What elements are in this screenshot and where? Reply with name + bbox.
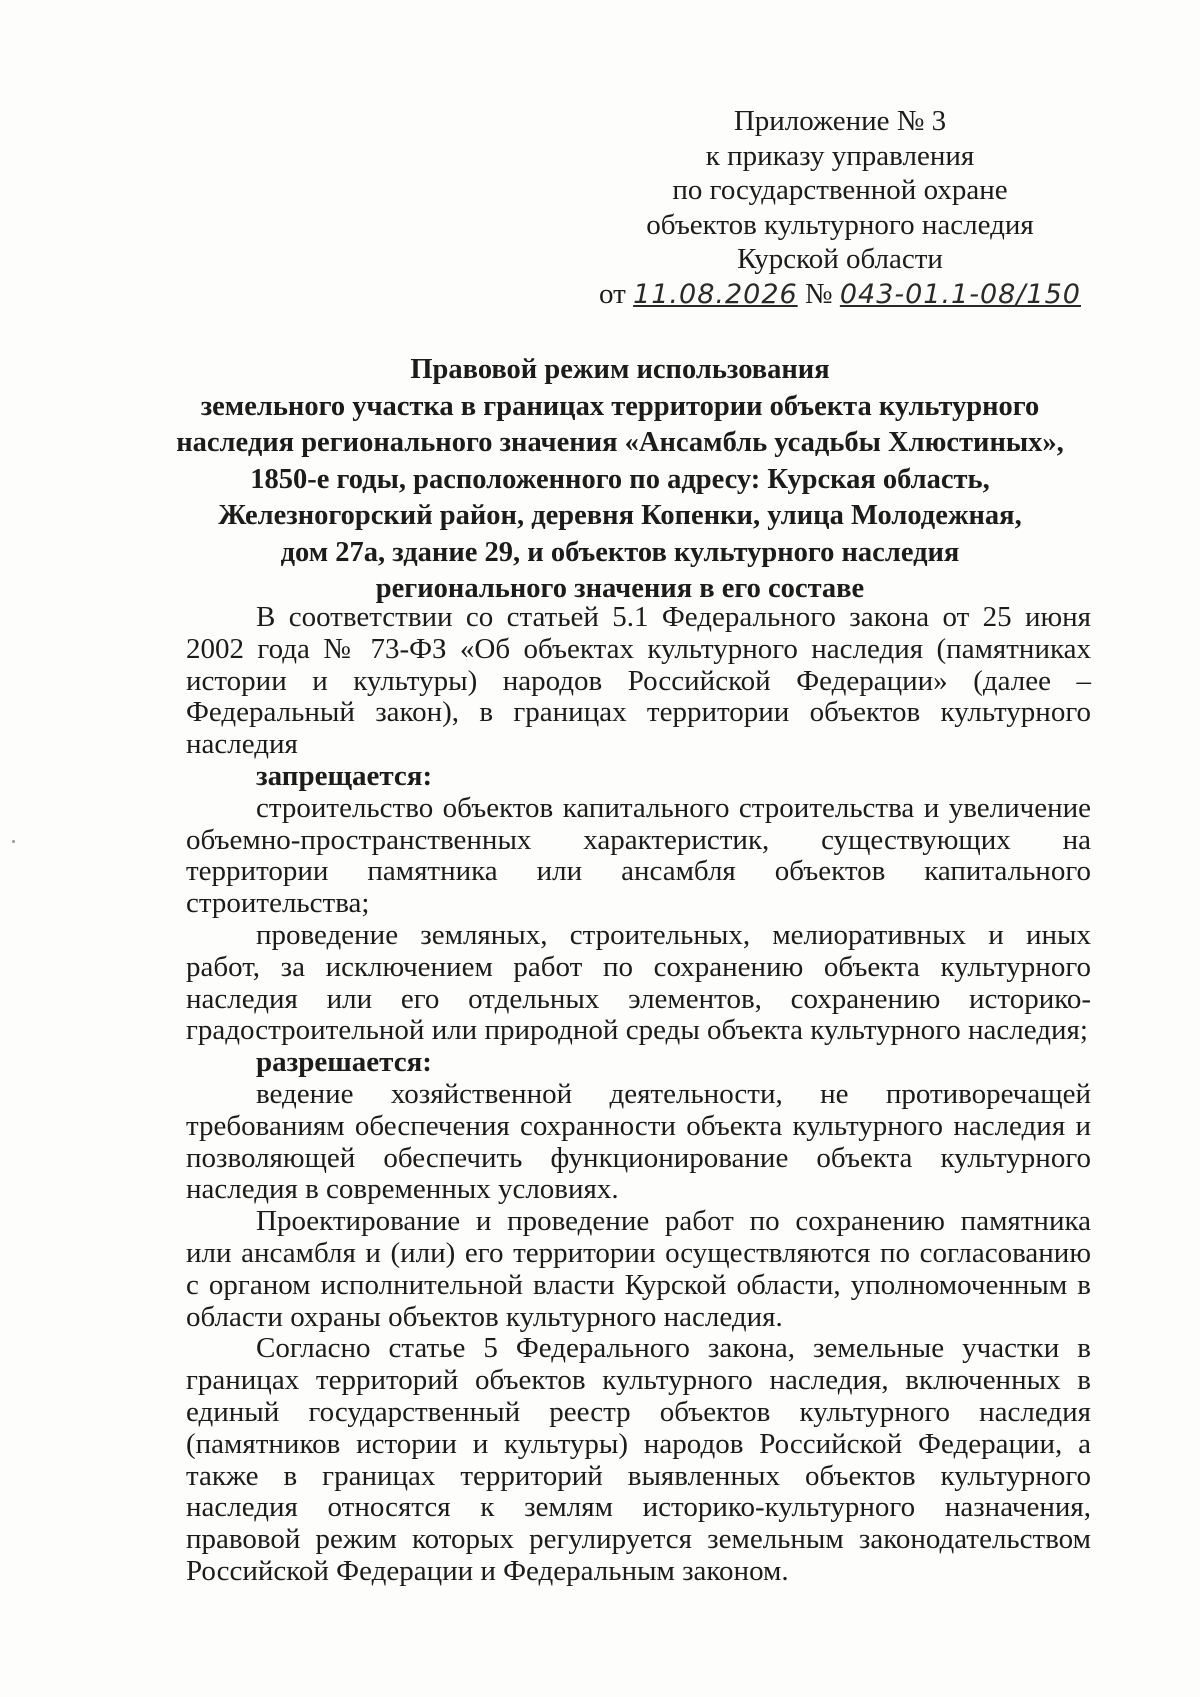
title-line: Железногорский район, деревня Копенки, улица Молодежная, (218, 500, 1022, 531)
allowed-item: ведение хозяйственной деятельности, не противоречащей требованиям обеспечения сохранности объекта культурного наследия и позволяющей обеспечить функционирование объекта культурного наследия в современных условиях. (186, 1077, 1091, 1206)
prohibited-heading: запрещается: (256, 759, 433, 792)
title-line: земельного участка в границах территории объекта культурного (200, 390, 1040, 422)
title-line: наследия регионального значения «Ансамбль усадьбы Хлюстиных», (176, 427, 1064, 458)
order-date-number (560, 277, 1120, 313)
appendix-line: к приказу управления (705, 139, 975, 172)
allowed-heading: разрешается: (256, 1046, 432, 1079)
prohibited-item: проведение земляных, строительных, мелиоративных и иных работ, за исключением работ по сохранению объекта культурного наследия или его отдельных элементов, сохранению историко-градостроительной или природной среды объекта культурного наследия; (186, 918, 1091, 1047)
appendix-header (560, 104, 1120, 312)
appendix-line: по государственной охране (672, 174, 1008, 206)
appendix-line: объектов культурного наследия (646, 208, 1034, 241)
document-body (186, 602, 1091, 1588)
title-line: дом 27а, здание 29, и объектов культурного наследия (280, 536, 960, 568)
scan-speck (12, 840, 15, 843)
order-date: 11.08.2026 (633, 278, 798, 310)
title-line: Правовой режим использования (410, 354, 830, 385)
title-line: 1850-е годы, расположенного по адресу: Курская область, (250, 463, 990, 495)
appendix-title: Приложение № 3 (733, 105, 947, 137)
title-line: регионального значения в его составе (375, 573, 865, 604)
document-title (150, 352, 1090, 608)
intro-paragraph: В соответствии со статьей 5.1 Федерального закона от 25 июня 2002 года № 73-ФЗ «Об объектах культурного наследия (памятниках истории и культуры) народов Российской Федерации» (далее – Федеральный закон), в границах территории объектов культурного наследия (186, 601, 1091, 761)
date-prefix: от (599, 277, 626, 310)
land-paragraph: Согласно статье 5 Федерального закона, земельные участки в границах территорий объектов культурного наследия, включенных в единый государственный реестр объектов культурного наследия (памятников истории и культуры) народов Российской Федерации, а также в границах территорий выявленных объектов культурного наследия относятся к землям историко-культурного назначения, правовой режим которых регулируется земельным законодательством Российской Федерации и Федеральным законом. (186, 1332, 1091, 1587)
order-number: 043-01.1-08/150 (839, 278, 1081, 310)
appendix-line: Курской области (737, 243, 943, 275)
design-paragraph: Проектирование и проведение работ по сохранению памятника или ансамбля и (или) его территории осуществляются по согласованию с органом исполнительной власти Курской области, уполномоченным в области охраны объектов культурного наследия. (186, 1205, 1091, 1333)
prohibited-item: строительство объектов капитального строительства и увеличение объемно-пространственных характеристик, существующих на территории памятника или ансамбля объектов капитального строительства; (186, 791, 1091, 920)
number-prefix: № (804, 277, 833, 310)
